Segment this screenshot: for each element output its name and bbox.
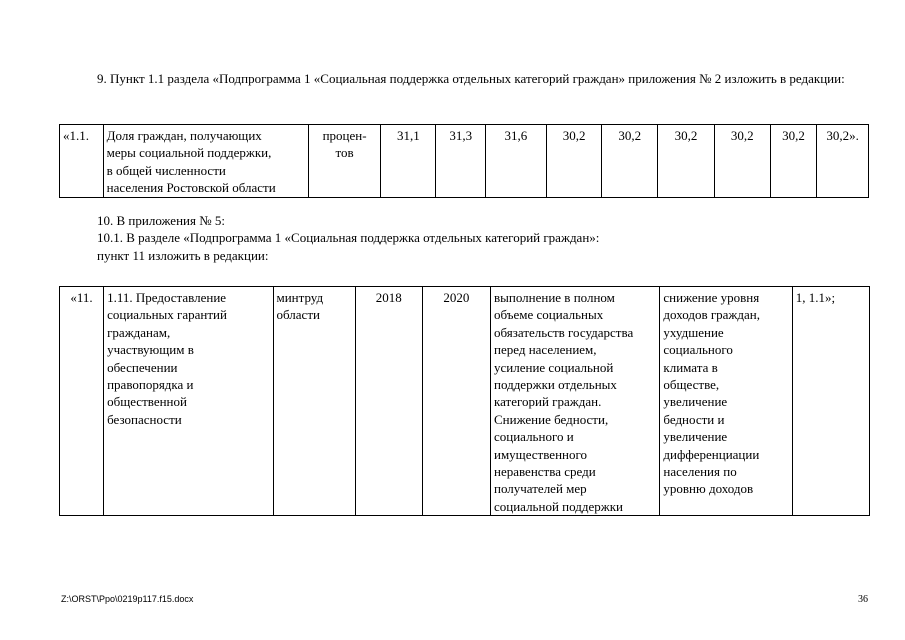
text-line: бедности и xyxy=(663,411,725,427)
paragraph-10-1: 10.1. В разделе «Подпрограмма 1 «Социальная поддержка отдельных категорий граждан»: xyxy=(97,230,600,245)
text-line: безопасности xyxy=(107,411,182,427)
value-cell: 30,2 xyxy=(770,125,817,198)
text-line: объеме социальных xyxy=(494,307,604,323)
text-line: правопорядка и xyxy=(107,377,194,393)
indicator-link: 1, 1.1»; xyxy=(792,287,869,516)
text-line: обязательств государства xyxy=(494,324,634,340)
text-line: гражданам, xyxy=(107,324,171,340)
footer-file-path: Z:\ORST\Ppo\0219p117.f15.docx xyxy=(61,594,194,604)
table-row xyxy=(60,287,870,516)
value-cell: 31,1 xyxy=(381,125,436,198)
text-line: доходов граждан, xyxy=(663,307,761,323)
text-line: минтруд xyxy=(276,290,324,305)
row-mark: «1.1. xyxy=(60,125,104,198)
value-cell: 30,2 xyxy=(546,125,601,198)
value-cell: 31,3 xyxy=(436,125,485,198)
text-line: климата в xyxy=(663,359,718,375)
text-line: усиление социальной xyxy=(494,359,614,375)
paragraph-9 xyxy=(61,70,869,87)
text-line: социальной поддержки xyxy=(494,498,623,514)
value-cell: 30,2 xyxy=(714,125,770,198)
text-line: неравенства среди xyxy=(494,464,596,480)
text-line: социальных гарантий xyxy=(107,307,227,323)
text-line: перед населением, xyxy=(494,342,597,358)
text-line: области xyxy=(276,307,320,323)
text-line: социального и xyxy=(494,429,574,445)
text-line: поддержки отдельных xyxy=(494,377,617,393)
text-line: Снижение бедности, xyxy=(494,411,609,427)
text-line: уровню доходов xyxy=(663,481,754,497)
table-indicator-1-1 xyxy=(59,124,869,198)
value-cell: 30,2 xyxy=(602,125,658,198)
consequences xyxy=(660,287,792,516)
text-line: снижение уровня xyxy=(663,290,760,305)
start-year: 2018 xyxy=(355,287,422,516)
text-line: дифференциации xyxy=(663,446,760,462)
paragraph-9-text: 9. Пункт 1.1 раздела «Подпрограмма 1 «Социальная поддержка отдельных категорий граждан» приложения № 2 изложить в редакции: xyxy=(97,71,845,86)
text-line: увеличение xyxy=(663,394,728,410)
end-year: 2020 xyxy=(422,287,490,516)
value-cell: 31,6 xyxy=(485,125,546,198)
value-cell: 30,2 xyxy=(658,125,714,198)
page-number: 36 xyxy=(858,594,868,605)
text-line: имущественного xyxy=(494,446,587,462)
text-line: обществе, xyxy=(663,377,720,393)
text-line: Доля граждан, получающих xyxy=(106,128,262,143)
text-line: населения по xyxy=(663,464,737,480)
text-line: меры социальной поддержки, xyxy=(106,145,272,161)
text-line: категорий граждан. xyxy=(494,394,602,410)
indicator-unit xyxy=(308,125,380,198)
text-line: тов xyxy=(335,145,354,161)
measure-name xyxy=(104,287,273,516)
text-line: процен- xyxy=(322,128,367,143)
text-line: обеспечении xyxy=(107,359,178,375)
text-line: выполнение в полном xyxy=(494,290,615,305)
value-cell: 30,2». xyxy=(817,125,869,198)
text-line: ухудшение xyxy=(663,324,724,340)
executor xyxy=(273,287,355,516)
table-measure-11 xyxy=(59,286,870,516)
text-line: 1.11. Предоставление xyxy=(107,290,227,305)
text-line: получателей мер xyxy=(494,481,587,497)
row-mark: «11. xyxy=(60,287,104,516)
text-line: населения Ростовской области xyxy=(106,180,276,196)
paragraph-10: 10. В приложения № 5: xyxy=(97,213,225,228)
expected-result xyxy=(491,287,660,516)
text-line: в общей численности xyxy=(106,162,226,178)
text-line: участвующим в xyxy=(107,342,194,358)
table-row xyxy=(60,125,869,198)
text-line: общественной xyxy=(107,394,187,410)
text-line: увеличение xyxy=(663,429,728,445)
indicator-name xyxy=(103,125,308,198)
text-line: социального xyxy=(663,342,733,358)
paragraph-11: пункт 11 изложить в редакции: xyxy=(97,248,269,263)
